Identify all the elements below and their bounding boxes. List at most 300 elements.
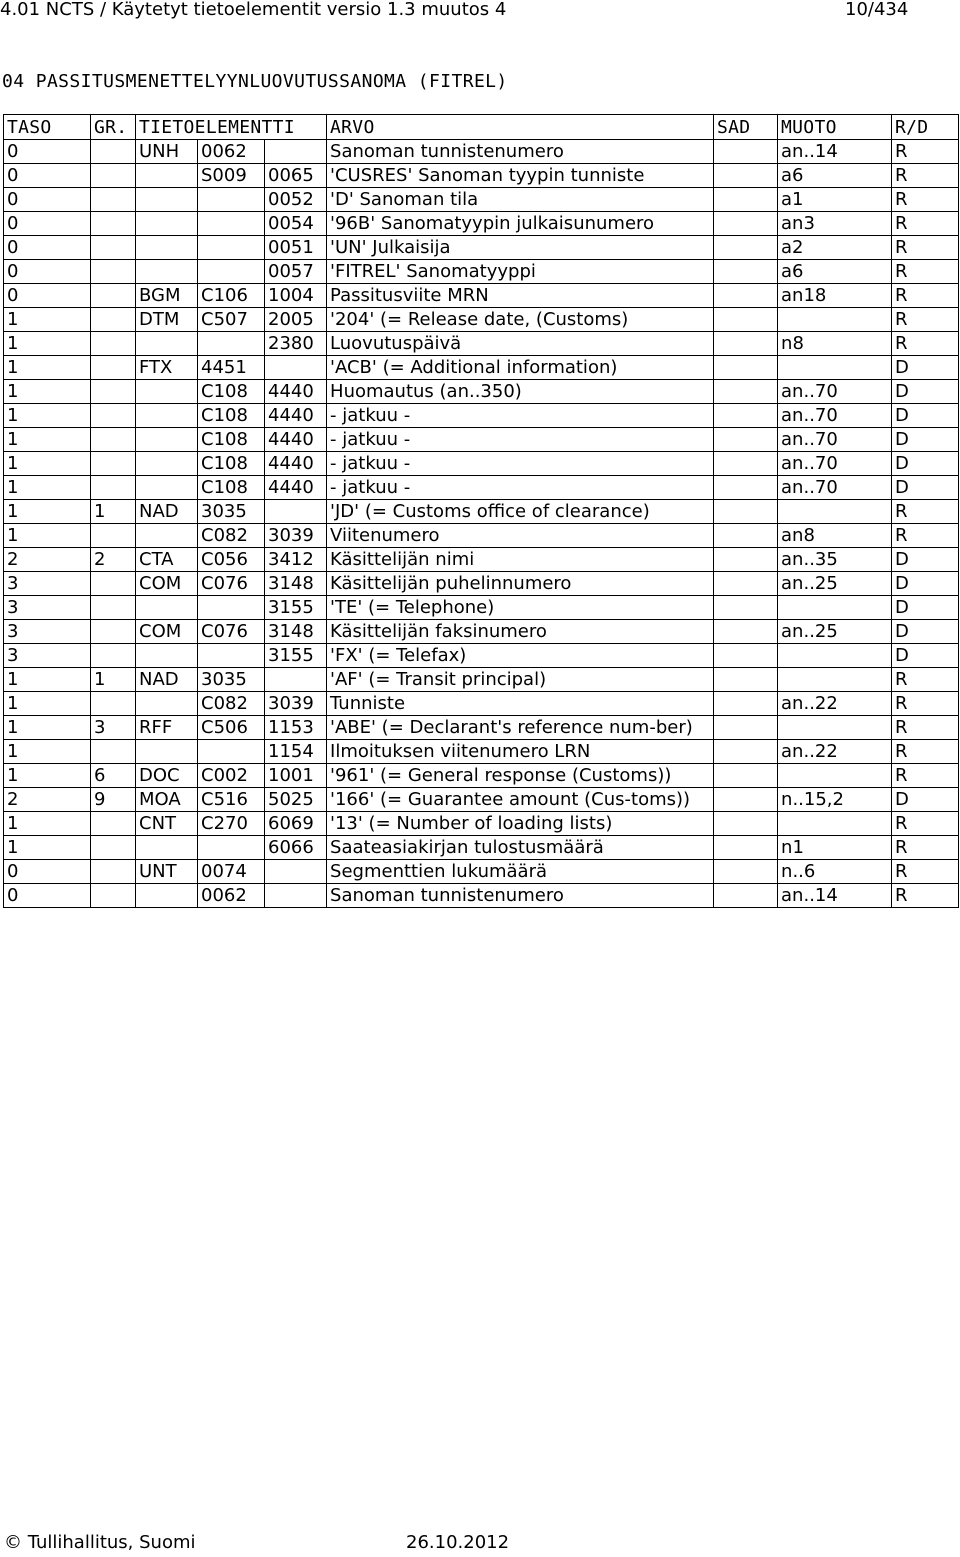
cell-composite: C506 — [198, 716, 265, 740]
cell-element: 3148 — [265, 572, 327, 596]
cell-sad — [714, 836, 778, 860]
cell-value: 'D' Sanoman tila — [327, 188, 714, 212]
cell-taso: 1 — [4, 476, 91, 500]
cell-format: an..70 — [778, 476, 892, 500]
cell-value: Segmenttien lukumäärä — [327, 860, 714, 884]
section-title: 04 PASSITUSMENETTELYYNLUOVUTUSSANOMA (FITREL) — [2, 71, 508, 92]
table-row — [4, 692, 959, 716]
cell-group — [91, 692, 136, 716]
cell-sad — [714, 884, 778, 908]
cell-rd: R — [892, 284, 959, 308]
cell-value: Viitenumero — [327, 524, 714, 548]
cell-taso: 3 — [4, 644, 91, 668]
cell-element: 3155 — [265, 644, 327, 668]
cell-sad — [714, 260, 778, 284]
cell-rd: R — [892, 524, 959, 548]
cell-element: 4440 — [265, 452, 327, 476]
cell-format — [778, 356, 892, 380]
cell-element: 3148 — [265, 620, 327, 644]
cell-group: 9 — [91, 788, 136, 812]
cell-composite: C108 — [198, 428, 265, 452]
cell-segment: RFF — [136, 716, 198, 740]
cell-taso: 0 — [4, 188, 91, 212]
table-row — [4, 356, 959, 380]
cell-group — [91, 836, 136, 860]
cell-format — [778, 644, 892, 668]
cell-taso: 0 — [4, 884, 91, 908]
cell-format: n1 — [778, 836, 892, 860]
cell-element — [265, 884, 327, 908]
table-row — [4, 572, 959, 596]
cell-sad — [714, 572, 778, 596]
cell-format: a1 — [778, 188, 892, 212]
cell-format — [778, 812, 892, 836]
cell-rd: D — [892, 404, 959, 428]
cell-group — [91, 332, 136, 356]
document-header-title: 4.01 NCTS / Käytetyt tietoelementit versio 1.3 muutos 4 — [0, 0, 507, 20]
cell-rd: D — [892, 356, 959, 380]
cell-group: 2 — [91, 548, 136, 572]
cell-sad — [714, 308, 778, 332]
cell-format — [778, 308, 892, 332]
cell-composite: C108 — [198, 476, 265, 500]
cell-segment — [136, 740, 198, 764]
cell-sad — [714, 452, 778, 476]
cell-taso: 2 — [4, 788, 91, 812]
cell-value: 'ABE' (= Declarant's reference num-ber) — [327, 716, 714, 740]
cell-element — [265, 500, 327, 524]
table-row — [4, 428, 959, 452]
cell-element: 2005 — [265, 308, 327, 332]
cell-taso: 0 — [4, 860, 91, 884]
cell-element: 0051 — [265, 236, 327, 260]
cell-value: Passitusviite MRN — [327, 284, 714, 308]
cell-format — [778, 668, 892, 692]
cell-value: '166' (= Guarantee amount (Cus-toms)) — [327, 788, 714, 812]
cell-format: an..14 — [778, 884, 892, 908]
cell-value: Käsittelijän puhelinnumero — [327, 572, 714, 596]
cell-rd: R — [892, 740, 959, 764]
cell-rd: R — [892, 140, 959, 164]
cell-segment — [136, 644, 198, 668]
cell-rd: R — [892, 332, 959, 356]
cell-element: 0057 — [265, 260, 327, 284]
cell-rd: R — [892, 260, 959, 284]
cell-element: 4440 — [265, 428, 327, 452]
table-row — [4, 188, 959, 212]
cell-segment: CNT — [136, 812, 198, 836]
cell-composite — [198, 212, 265, 236]
cell-element: 5025 — [265, 788, 327, 812]
cell-format: an..35 — [778, 548, 892, 572]
cell-group — [91, 284, 136, 308]
cell-sad — [714, 812, 778, 836]
cell-sad — [714, 716, 778, 740]
cell-group — [91, 428, 136, 452]
cell-format: n..6 — [778, 860, 892, 884]
table-row — [4, 812, 959, 836]
cell-segment: BGM — [136, 284, 198, 308]
cell-composite: C002 — [198, 764, 265, 788]
cell-rd: R — [892, 884, 959, 908]
cell-composite: 0062 — [198, 884, 265, 908]
cell-segment: DOC — [136, 764, 198, 788]
cell-segment: NAD — [136, 668, 198, 692]
cell-segment — [136, 476, 198, 500]
cell-rd: R — [892, 188, 959, 212]
cell-rd: D — [892, 572, 959, 596]
table-row — [4, 596, 959, 620]
table-row — [4, 452, 959, 476]
cell-composite: C270 — [198, 812, 265, 836]
cell-taso: 0 — [4, 140, 91, 164]
table-row — [4, 260, 959, 284]
cell-element: 4440 — [265, 476, 327, 500]
cell-taso: 1 — [4, 356, 91, 380]
table-row — [4, 284, 959, 308]
cell-group: 6 — [91, 764, 136, 788]
cell-rd: D — [892, 548, 959, 572]
cell-rd: R — [892, 308, 959, 332]
cell-segment: COM — [136, 620, 198, 644]
cell-sad — [714, 236, 778, 260]
cell-sad — [714, 596, 778, 620]
cell-format — [778, 716, 892, 740]
table-row — [4, 548, 959, 572]
cell-group — [91, 260, 136, 284]
cell-sad — [714, 620, 778, 644]
cell-taso: 1 — [4, 740, 91, 764]
cell-segment: NAD — [136, 500, 198, 524]
table-body — [4, 140, 959, 908]
cell-group — [91, 308, 136, 332]
cell-taso: 1 — [4, 452, 91, 476]
cell-segment — [136, 692, 198, 716]
cell-composite — [198, 332, 265, 356]
cell-composite — [198, 596, 265, 620]
table-row — [4, 620, 959, 644]
cell-segment: FTX — [136, 356, 198, 380]
cell-segment — [136, 428, 198, 452]
cell-rd: R — [892, 764, 959, 788]
cell-segment: UNT — [136, 860, 198, 884]
cell-segment — [136, 596, 198, 620]
table-row — [4, 404, 959, 428]
table-row — [4, 140, 959, 164]
cell-taso: 1 — [4, 524, 91, 548]
cell-value: 'AF' (= Transit principal) — [327, 668, 714, 692]
cell-format: a6 — [778, 164, 892, 188]
cell-value: '13' (= Number of loading lists) — [327, 812, 714, 836]
cell-format: an..22 — [778, 692, 892, 716]
cell-taso: 1 — [4, 332, 91, 356]
cell-composite: C056 — [198, 548, 265, 572]
cell-rd: R — [892, 716, 959, 740]
cell-element: 1001 — [265, 764, 327, 788]
cell-format: an..70 — [778, 452, 892, 476]
header-group: GR. — [91, 115, 136, 140]
cell-value: Käsittelijän nimi — [327, 548, 714, 572]
cell-element — [265, 140, 327, 164]
cell-segment — [136, 332, 198, 356]
cell-taso: 1 — [4, 380, 91, 404]
cell-element: 2380 — [265, 332, 327, 356]
cell-group — [91, 356, 136, 380]
cell-value: Sanoman tunnistenumero — [327, 884, 714, 908]
table-row — [4, 524, 959, 548]
cell-taso: 1 — [4, 428, 91, 452]
cell-rd: D — [892, 644, 959, 668]
cell-sad — [714, 764, 778, 788]
cell-value: - jatkuu - — [327, 476, 714, 500]
cell-sad — [714, 140, 778, 164]
cell-value: Huomautus (an..350) — [327, 380, 714, 404]
cell-taso: 3 — [4, 572, 91, 596]
cell-composite: C082 — [198, 524, 265, 548]
cell-value: Saateasiakirjan tulostusmäärä — [327, 836, 714, 860]
cell-value: - jatkuu - — [327, 404, 714, 428]
table-row — [4, 380, 959, 404]
cell-group — [91, 452, 136, 476]
cell-value: 'FITREL' Sanomatyyppi — [327, 260, 714, 284]
cell-element: 0054 — [265, 212, 327, 236]
cell-sad — [714, 332, 778, 356]
cell-taso: 0 — [4, 260, 91, 284]
cell-group — [91, 476, 136, 500]
cell-segment — [136, 164, 198, 188]
cell-rd: R — [892, 500, 959, 524]
cell-element: 6066 — [265, 836, 327, 860]
cell-composite — [198, 236, 265, 260]
cell-format: an..25 — [778, 572, 892, 596]
cell-segment — [136, 236, 198, 260]
cell-format: an8 — [778, 524, 892, 548]
header-format: MUOTO — [778, 115, 892, 140]
cell-taso: 0 — [4, 284, 91, 308]
cell-group — [91, 644, 136, 668]
table-header-row — [4, 115, 959, 140]
cell-format: an3 — [778, 212, 892, 236]
cell-composite: C082 — [198, 692, 265, 716]
cell-sad — [714, 644, 778, 668]
table-row — [4, 836, 959, 860]
table-row — [4, 668, 959, 692]
cell-composite: 0074 — [198, 860, 265, 884]
cell-taso: 3 — [4, 620, 91, 644]
table-row — [4, 764, 959, 788]
cell-composite: C076 — [198, 572, 265, 596]
cell-segment: MOA — [136, 788, 198, 812]
cell-format: an..22 — [778, 740, 892, 764]
table-row — [4, 164, 959, 188]
cell-value: 'UN' Julkaisija — [327, 236, 714, 260]
cell-composite: C516 — [198, 788, 265, 812]
cell-taso: 0 — [4, 212, 91, 236]
cell-format: n8 — [778, 332, 892, 356]
table-row — [4, 476, 959, 500]
cell-group — [91, 860, 136, 884]
cell-element: 4440 — [265, 404, 327, 428]
cell-rd: D — [892, 596, 959, 620]
cell-element: 3039 — [265, 524, 327, 548]
cell-group — [91, 596, 136, 620]
cell-element: 0065 — [265, 164, 327, 188]
cell-element: 6069 — [265, 812, 327, 836]
cell-element — [265, 860, 327, 884]
cell-segment: CTA — [136, 548, 198, 572]
cell-composite: C076 — [198, 620, 265, 644]
cell-rd: R — [892, 860, 959, 884]
cell-segment: UNH — [136, 140, 198, 164]
cell-composite — [198, 836, 265, 860]
cell-composite: S009 — [198, 164, 265, 188]
cell-taso: 1 — [4, 764, 91, 788]
cell-segment — [136, 212, 198, 236]
cell-segment — [136, 884, 198, 908]
cell-rd: R — [892, 812, 959, 836]
cell-element: 1004 — [265, 284, 327, 308]
cell-taso: 1 — [4, 692, 91, 716]
cell-sad — [714, 860, 778, 884]
cell-composite — [198, 188, 265, 212]
cell-taso: 1 — [4, 812, 91, 836]
cell-taso: 1 — [4, 500, 91, 524]
table-row — [4, 332, 959, 356]
cell-rd: R — [892, 836, 959, 860]
cell-segment — [136, 452, 198, 476]
table-row — [4, 212, 959, 236]
cell-segment — [136, 188, 198, 212]
cell-rd: D — [892, 476, 959, 500]
cell-group — [91, 380, 136, 404]
cell-composite: 3035 — [198, 500, 265, 524]
header-rd: R/D — [892, 115, 959, 140]
cell-group — [91, 404, 136, 428]
cell-taso: 1 — [4, 716, 91, 740]
table-row — [4, 500, 959, 524]
cell-sad — [714, 380, 778, 404]
cell-value: Sanoman tunnistenumero — [327, 140, 714, 164]
cell-format: an..70 — [778, 380, 892, 404]
cell-element: 0052 — [265, 188, 327, 212]
cell-rd: R — [892, 668, 959, 692]
cell-rd: D — [892, 380, 959, 404]
cell-group: 3 — [91, 716, 136, 740]
cell-group — [91, 620, 136, 644]
header-taso: TASO — [4, 115, 91, 140]
cell-rd: R — [892, 212, 959, 236]
cell-format: an..70 — [778, 404, 892, 428]
cell-value: 'JD' (= Customs office of clearance) — [327, 500, 714, 524]
cell-taso: 3 — [4, 596, 91, 620]
cell-sad — [714, 788, 778, 812]
cell-group — [91, 164, 136, 188]
cell-value: '961' (= General response (Customs)) — [327, 764, 714, 788]
cell-format: an..25 — [778, 620, 892, 644]
footer-date: 26.10.2012 — [406, 1532, 510, 1553]
cell-segment — [136, 260, 198, 284]
cell-format: an..14 — [778, 140, 892, 164]
cell-taso: 1 — [4, 668, 91, 692]
cell-segment: DTM — [136, 308, 198, 332]
cell-taso: 0 — [4, 164, 91, 188]
cell-value: 'FX' (= Telefax) — [327, 644, 714, 668]
cell-value: '204' (= Release date, (Customs) — [327, 308, 714, 332]
cell-group — [91, 740, 136, 764]
cell-value: - jatkuu - — [327, 452, 714, 476]
cell-sad — [714, 668, 778, 692]
cell-segment — [136, 836, 198, 860]
cell-value: Käsittelijän faksinumero — [327, 620, 714, 644]
cell-taso: 1 — [4, 836, 91, 860]
cell-sad — [714, 740, 778, 764]
cell-group — [91, 524, 136, 548]
table-row — [4, 644, 959, 668]
footer-copyright: © Tullihallitus, Suomi — [4, 1532, 196, 1553]
cell-sad — [714, 428, 778, 452]
cell-value: 'ACB' (= Additional information) — [327, 356, 714, 380]
cell-format: a2 — [778, 236, 892, 260]
cell-element: 3412 — [265, 548, 327, 572]
cell-taso: 2 — [4, 548, 91, 572]
cell-sad — [714, 188, 778, 212]
cell-format: n..15,2 — [778, 788, 892, 812]
table-row — [4, 716, 959, 740]
cell-element — [265, 356, 327, 380]
cell-value: Tunniste — [327, 692, 714, 716]
cell-composite: 3035 — [198, 668, 265, 692]
cell-format — [778, 500, 892, 524]
cell-element: 1153 — [265, 716, 327, 740]
cell-group — [91, 812, 136, 836]
table-row — [4, 860, 959, 884]
cell-group — [91, 884, 136, 908]
cell-rd: R — [892, 164, 959, 188]
table-row — [4, 236, 959, 260]
cell-composite — [198, 644, 265, 668]
cell-group — [91, 212, 136, 236]
cell-group — [91, 188, 136, 212]
cell-value: 'CUSRES' Sanoman tyypin tunniste — [327, 164, 714, 188]
cell-format: a6 — [778, 260, 892, 284]
cell-value: 'TE' (= Telephone) — [327, 596, 714, 620]
cell-taso: 1 — [4, 404, 91, 428]
cell-element: 3155 — [265, 596, 327, 620]
table-row — [4, 788, 959, 812]
cell-segment — [136, 524, 198, 548]
cell-composite: C108 — [198, 380, 265, 404]
cell-rd: D — [892, 620, 959, 644]
cell-format: an..70 — [778, 428, 892, 452]
cell-composite: C106 — [198, 284, 265, 308]
cell-composite: C108 — [198, 404, 265, 428]
cell-composite: 4451 — [198, 356, 265, 380]
cell-value: Luovutuspäivä — [327, 332, 714, 356]
cell-sad — [714, 164, 778, 188]
table-row — [4, 884, 959, 908]
cell-sad — [714, 404, 778, 428]
cell-group: 1 — [91, 668, 136, 692]
cell-segment — [136, 380, 198, 404]
cell-rd: D — [892, 452, 959, 476]
cell-value: '96B' Sanomatyypin julkaisunumero — [327, 212, 714, 236]
cell-sad — [714, 692, 778, 716]
data-element-table — [3, 114, 959, 908]
table-row — [4, 740, 959, 764]
header-value: ARVO — [327, 115, 714, 140]
cell-sad — [714, 284, 778, 308]
cell-group — [91, 140, 136, 164]
